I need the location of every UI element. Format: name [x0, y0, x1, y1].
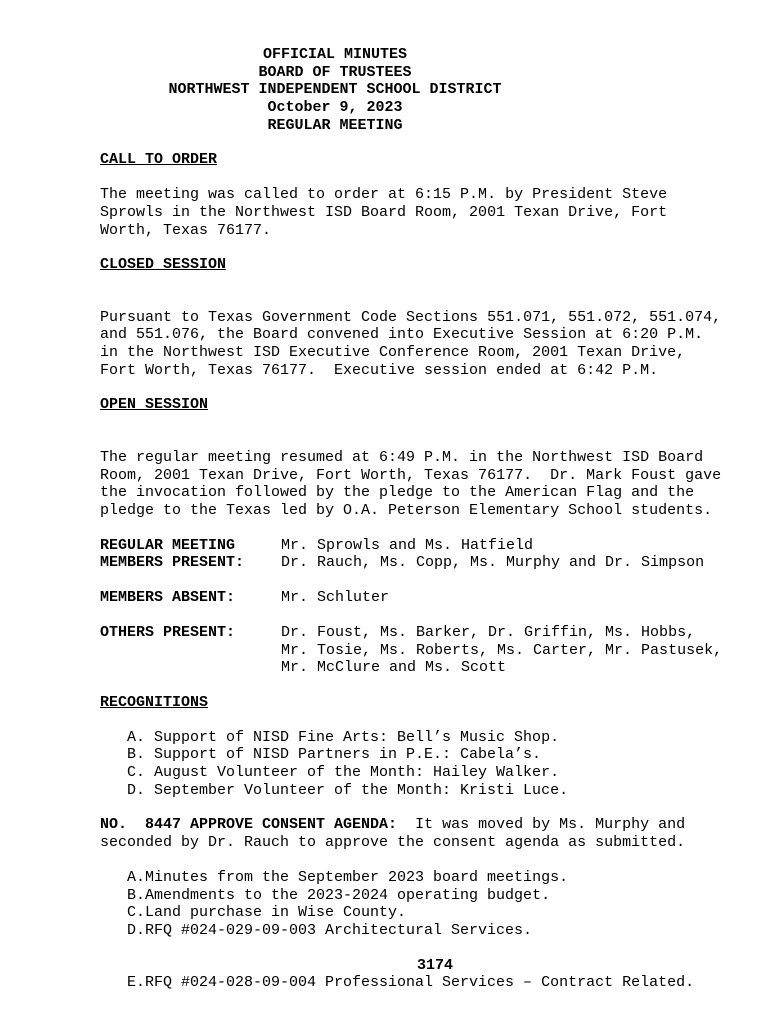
- paragraph-line: The meeting was called to order at 6:15 P.M. by President Steve: [100, 186, 668, 204]
- closed-session-paragraph: [100, 291, 740, 380]
- paragraph-line: Pursuant to Texas Government Code Sections 551.071, 551.072, 551.074,: [100, 308, 722, 326]
- list-marker: B.: [126, 746, 145, 764]
- members-absent-label: MEMBERS ABSENT:: [100, 589, 236, 607]
- consent-agenda-list: [100, 869, 740, 940]
- list-marker: E.: [126, 974, 145, 992]
- paragraph-line: Worth, Texas 76177.: [100, 221, 272, 239]
- list-marker: A.: [126, 868, 145, 886]
- list-item: [100, 922, 740, 940]
- list-item-text: Amendments to the 2023-2024 operating budget.: [145, 886, 551, 904]
- list-item: [100, 729, 740, 747]
- paragraph-line: the invocation followed by the pledge to the American Flag and the: [100, 484, 695, 502]
- members-present-row: [100, 537, 740, 572]
- value-line: Mr. McClure and Ms. Scott: [281, 659, 507, 677]
- minutes-page: [100, 46, 740, 992]
- header-title: OFFICIAL MINUTES: [262, 46, 408, 63]
- list-item-text: August Volunteer of the Month: Hailey Walker.: [154, 764, 560, 782]
- list-marker: C.: [126, 764, 145, 782]
- paragraph-line: and 551.076, the Board convened into Executive Session at 6:20 P.M.: [100, 326, 704, 344]
- others-present-value: [281, 624, 740, 677]
- label-line: MEMBERS PRESENT:: [100, 554, 245, 572]
- others-present-row: [100, 624, 740, 677]
- paragraph-line: Room, 2001 Texan Drive, Fort Worth, Texas 76177. Dr. Mark Foust gave: [100, 466, 722, 484]
- list-item-text: RFQ #024-028-09-004 Professional Services – Contract Related.: [145, 974, 695, 992]
- list-item: [100, 782, 740, 800]
- document-header: [0, 46, 670, 134]
- consent-agenda-list-continued: [100, 974, 740, 992]
- header-board: BOARD OF TRUSTEES: [258, 63, 412, 81]
- members-absent-row: [100, 589, 740, 607]
- list-item: [100, 974, 740, 992]
- paragraph-line: pledge to the Texas led by O.A. Peterson Elementary School students.: [100, 501, 713, 519]
- list-marker: B.: [126, 886, 145, 904]
- list-marker: A.: [126, 728, 145, 746]
- members-present-label: [100, 537, 281, 572]
- value-line: Mr. Tosie, Ms. Roberts, Ms. Carter, Mr. Pastusek,: [281, 641, 723, 659]
- recognitions-heading: RECOGNITIONS: [100, 693, 209, 711]
- open-session-paragraph: [100, 431, 740, 520]
- list-item: [100, 887, 740, 905]
- header-district: NORTHWEST INDEPENDENT SCHOOL DISTRICT: [168, 81, 502, 99]
- consent-agenda-title: NO. 8447 APPROVE CONSENT AGENDA:: [100, 816, 398, 834]
- list-item: [100, 904, 740, 922]
- value-line: Mr. Sprowls and Ms. Hatfield: [281, 536, 534, 554]
- consent-agenda-text: It was moved by Ms. Murphy and: [397, 816, 686, 834]
- list-marker: D.: [126, 921, 145, 939]
- list-item-text: RFQ #024-029-09-003 Architectural Services.: [145, 921, 533, 939]
- value-line: Dr. Rauch, Ms. Copp, Ms. Murphy and Dr. Simpson: [281, 554, 705, 572]
- others-present-label: OTHERS PRESENT:: [100, 623, 236, 641]
- members-absent-value: Mr. Schluter: [281, 589, 390, 607]
- members-present-value: [281, 537, 740, 572]
- list-item: [100, 764, 740, 782]
- list-item-text: Minutes from the September 2023 board meetings.: [145, 868, 569, 886]
- value-line: Dr. Foust, Ms. Barker, Dr. Griffin, Ms. Hobbs,: [281, 623, 696, 641]
- list-item-text: Support of NISD Fine Arts: Bell’s Music Shop.: [154, 728, 560, 746]
- page-number: 3174: [416, 956, 453, 974]
- consent-agenda-paragraph: [100, 816, 740, 851]
- consent-agenda-text: seconded by Dr. Rauch to approve the consent agenda as submitted.: [100, 834, 686, 852]
- list-item-text: Support of NISD Partners in P.E.: Cabela’s.: [154, 746, 542, 764]
- call-to-order-paragraph: [100, 186, 740, 239]
- paragraph-line: Fort Worth, Texas 76177. Executive session ended at 6:42 P.M.: [100, 361, 659, 379]
- list-item: [100, 869, 740, 887]
- paragraph-line: in the Northwest ISD Executive Conference Room, 2001 Texan Drive,: [100, 344, 686, 362]
- closed-session-heading: CLOSED SESSION: [100, 256, 227, 274]
- recognitions-list: [100, 729, 740, 800]
- header-date: October 9, 2023: [267, 99, 403, 117]
- label-line: REGULAR MEETING: [100, 536, 236, 554]
- paragraph-line: The regular meeting resumed at 6:49 P.M. in the Northwest ISD Board: [100, 448, 704, 466]
- call-to-order-heading: CALL TO ORDER: [100, 151, 218, 169]
- list-marker: C.: [126, 904, 145, 922]
- list-item-text: Land purchase in Wise County.: [145, 904, 407, 922]
- list-item: [100, 746, 740, 764]
- list-marker: D.: [126, 781, 145, 799]
- paragraph-line: Sprowls in the Northwest ISD Board Room, 2001 Texan Drive, Fort: [100, 203, 668, 221]
- header-meeting-type: REGULAR MEETING: [267, 116, 403, 134]
- open-session-heading: OPEN SESSION: [100, 396, 209, 414]
- list-item-text: September Volunteer of the Month: Kristi Luce.: [154, 781, 569, 799]
